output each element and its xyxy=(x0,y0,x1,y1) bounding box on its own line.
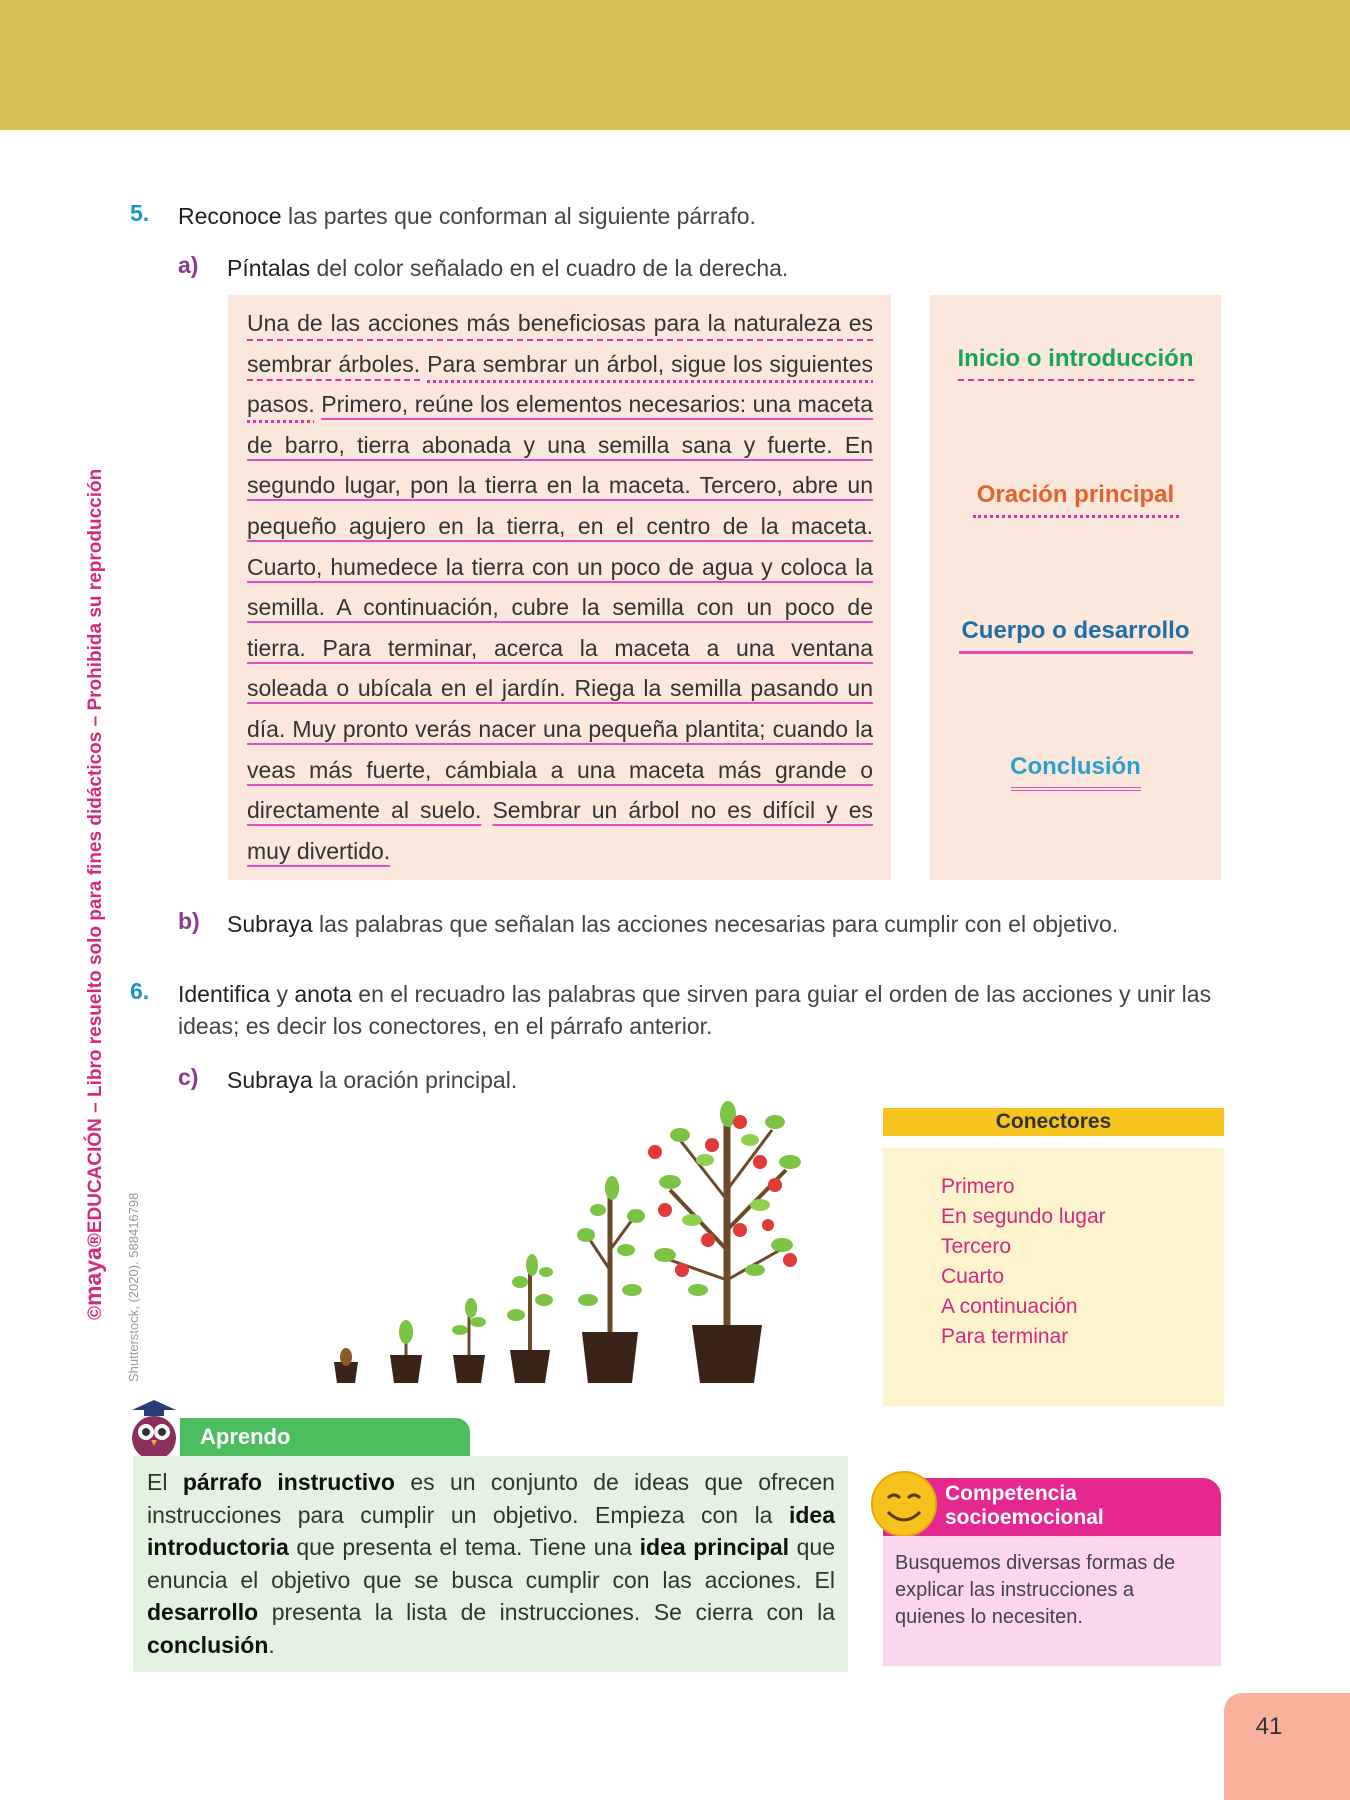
question-6-text: Identifica y anota en el recuadro las palabras que sirven para guiar el orden de las acciones y unir las ideas; es decir los conectores, en el párrafo anterior. xyxy=(178,981,1212,1039)
plant-growth-illustration xyxy=(320,1100,820,1390)
competencia-title: Competencia socioemocional xyxy=(945,1482,1104,1529)
item-a-text: Píntalas del color señalado en el cuadro de la derecha. xyxy=(227,255,789,281)
intro-sentence: Una de las acciones más beneficiosas para la naturaleza es sembrar árboles. xyxy=(247,310,873,377)
question-5-text: Reconoce las partes que conforman al siguiente párrafo. xyxy=(178,203,756,229)
main-sentence: Para sembrar un árbol, sigue los siguientes pasos. xyxy=(247,350,873,418)
item-c-letter: c) xyxy=(178,1064,199,1090)
conector-item: Tercero xyxy=(941,1235,1012,1258)
part-body-label: Cuerpo o desarrollo xyxy=(961,617,1190,644)
item-b-text: Subraya las palabras que señalan las acciones necesarias para cumplir con el objetivo. xyxy=(227,911,1119,937)
conectores-title: Conectores xyxy=(883,1108,1224,1136)
pot-medium-plant xyxy=(577,1176,645,1383)
conectores-box xyxy=(883,1148,1224,1406)
header-band xyxy=(0,0,1350,130)
brand-logo: maya xyxy=(80,1247,106,1306)
body-sentences: Primero, reúne los elementos necesarios: una maceta de barro, tierra abonada y una semilla sana y fuerte. En segundo lugar, pon la tierra en la maceta. Tercero, abre un pequeño agujero en la tierra, en el centro de la maceta. Cuarto, humedece la tierra con un poco de agua y coloca la semilla. A continuación, cubre la semilla con un poco de tierra. Para terminar, acerca la maceta a una ventana soleada o ubícala en el jardín. Riega la semilla pasando un día. Muy pronto verás nacer una pequeña plantita; cuando la veas más fuerte, cámbiala a una maceta más grande o directamente al suelo. xyxy=(247,391,873,824)
pot-seedling xyxy=(452,1298,486,1383)
conector-item: Primero xyxy=(941,1175,1015,1198)
double-line-key xyxy=(1011,787,1141,791)
pot-sprout xyxy=(390,1320,422,1383)
aprendo-text: El párrafo instructivo es un conjunto de ideas que ofrecen instrucciones para cumplir un objetivo. Empieza con la idea introductoria que presenta el tema. Tiene una idea principal que enuncia el objetivo que se busca cumplir con las acciones. El desarrollo presenta la lista de instrucciones. Se cierra con la conclusión. xyxy=(147,1469,836,1658)
page-number: 41 xyxy=(1255,1713,1283,1740)
dashed-line-key xyxy=(958,379,1194,381)
item-a-letter: a) xyxy=(178,252,199,278)
part-main-label: Oración principal xyxy=(976,481,1175,508)
conector-item: Cuarto xyxy=(941,1265,1005,1288)
conector-item: A continuación xyxy=(941,1295,1078,1318)
aprendo-box xyxy=(133,1456,848,1672)
pot-small-plant xyxy=(507,1254,553,1383)
owl-icon xyxy=(122,1396,186,1462)
conclusion-sentence: Sembrar un árbol no es difícil y es muy divertido. xyxy=(247,797,873,864)
smiley-face-icon xyxy=(870,1470,938,1538)
question-5-number: 5. xyxy=(130,200,150,226)
item-b-letter: b) xyxy=(178,908,200,934)
image-credit: Shutterstock, (2020). 588416798 xyxy=(126,1192,141,1382)
question-6-number: 6. xyxy=(130,978,150,1004)
pot-seed xyxy=(334,1348,358,1383)
competencia-box xyxy=(883,1536,1221,1666)
part-conclusion-label: Conclusión xyxy=(1010,753,1141,780)
aprendo-title: Aprendo xyxy=(200,1424,291,1449)
pot-fruit-tree xyxy=(648,1101,801,1383)
conectores-list xyxy=(941,1172,1106,1352)
competencia-text: Busquemos diversas formas de explicar las instrucciones a quienes lo necesiten. xyxy=(895,1552,1176,1628)
instructive-paragraph xyxy=(247,303,873,871)
solid-line-key xyxy=(959,651,1193,654)
copyright-notice: ©maya®EDUCACIÓN – Libro resuelto solo para fines didácticos – Prohibida su reproducción xyxy=(80,468,106,1320)
part-intro-label: Inicio o introducción xyxy=(957,345,1194,372)
dotted-line-key xyxy=(973,515,1179,518)
paragraph-box xyxy=(228,295,891,880)
item-c-text: Subraya la oración principal. xyxy=(227,1067,518,1093)
conector-item: Para terminar xyxy=(941,1325,1069,1348)
conector-item: En segundo lugar xyxy=(941,1205,1106,1228)
parts-legend xyxy=(930,295,1221,880)
page-number-tab xyxy=(1224,1693,1350,1800)
